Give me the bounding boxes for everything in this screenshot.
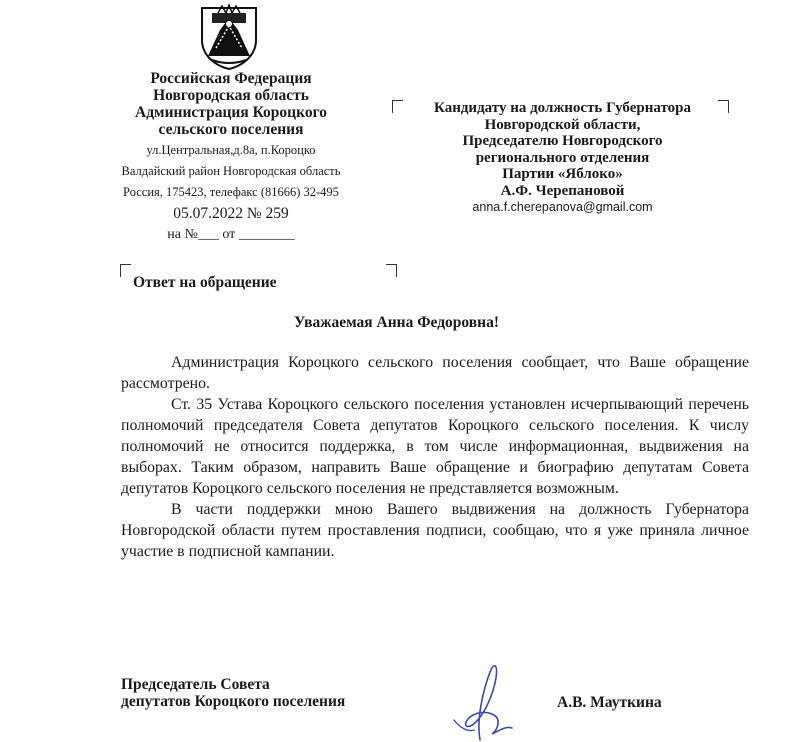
letter-body (121, 352, 749, 562)
subject-bracket-left (120, 264, 131, 277)
addressee-line: Новгородской области, (484, 116, 641, 133)
addressee-line: Кандидату на должность Губернатора (434, 100, 691, 116)
addressee-name: А.Ф. Черепановой (500, 182, 625, 199)
sender-address-district: Валдайский район Новгородская область (121, 164, 341, 178)
signer-name: А.В. Мауткина (557, 694, 662, 711)
addressee-line: регионального отделения (475, 149, 650, 166)
subject-bracket-right (386, 264, 397, 277)
reference-line: на №___ от ________ (167, 227, 295, 242)
sender-block (100, 70, 362, 246)
sender-address-street: ул.Центральная,д.8а, п.Короцко (146, 143, 316, 157)
sender-country: Российская Федерация (150, 70, 312, 87)
signer-title-line: депутатов Короцкого поселения (121, 693, 346, 710)
sender-settlement: сельского поселения (158, 121, 304, 138)
addressee-line: Председателю Новгородского (462, 133, 663, 149)
sender-region: Новгородская область (153, 87, 309, 104)
letter-greeting: Уважаемая Анна Федоровна! (293, 314, 499, 331)
body-paragraph: Ст. 35 Устава Короцкого сельского поселения установлен исчерпывающий перечень полномочий председателя Совета депутатов Короцкого сельского поселения. К числу полномочий не относится поддержка, в том числе информационная, выдвижения на выборах. Таким образом, направить Ваше обращение и биографию депутатам Совета депутатов Короцкого сельского поселения не представляется возможным. (121, 396, 749, 497)
handwritten-signature (440, 658, 530, 742)
coat-of-arms-emblem (198, 4, 260, 70)
letter-subject: Ответ на обращение (133, 274, 277, 291)
signer-title (121, 676, 345, 710)
addressee-email: anna.f.cherepanova@gmail.com (472, 200, 653, 214)
body-paragraph: В части поддержки мною Вашего выдвижения на должность Губернатора Новгородской области путем проставления подписи, сообщаю, что я уже приняла личное участие в подписной кампании. (121, 501, 749, 560)
signer-title-line: Председатель Совета (121, 676, 270, 693)
addressee-block (390, 100, 735, 215)
outgoing-date-number: 05.07.2022 № 259 (173, 205, 289, 222)
body-paragraph: Администрация Короцкого сельского поселения сообщает, что Ваше обращение рассмотрено. (121, 354, 749, 392)
addressee-line: Партии «Яблоко» (502, 166, 623, 182)
sender-administration: Администрация Короцкого (135, 104, 327, 121)
sender-address-country: Россия, 175423, телефакс (81666) 32-495 (123, 185, 339, 199)
